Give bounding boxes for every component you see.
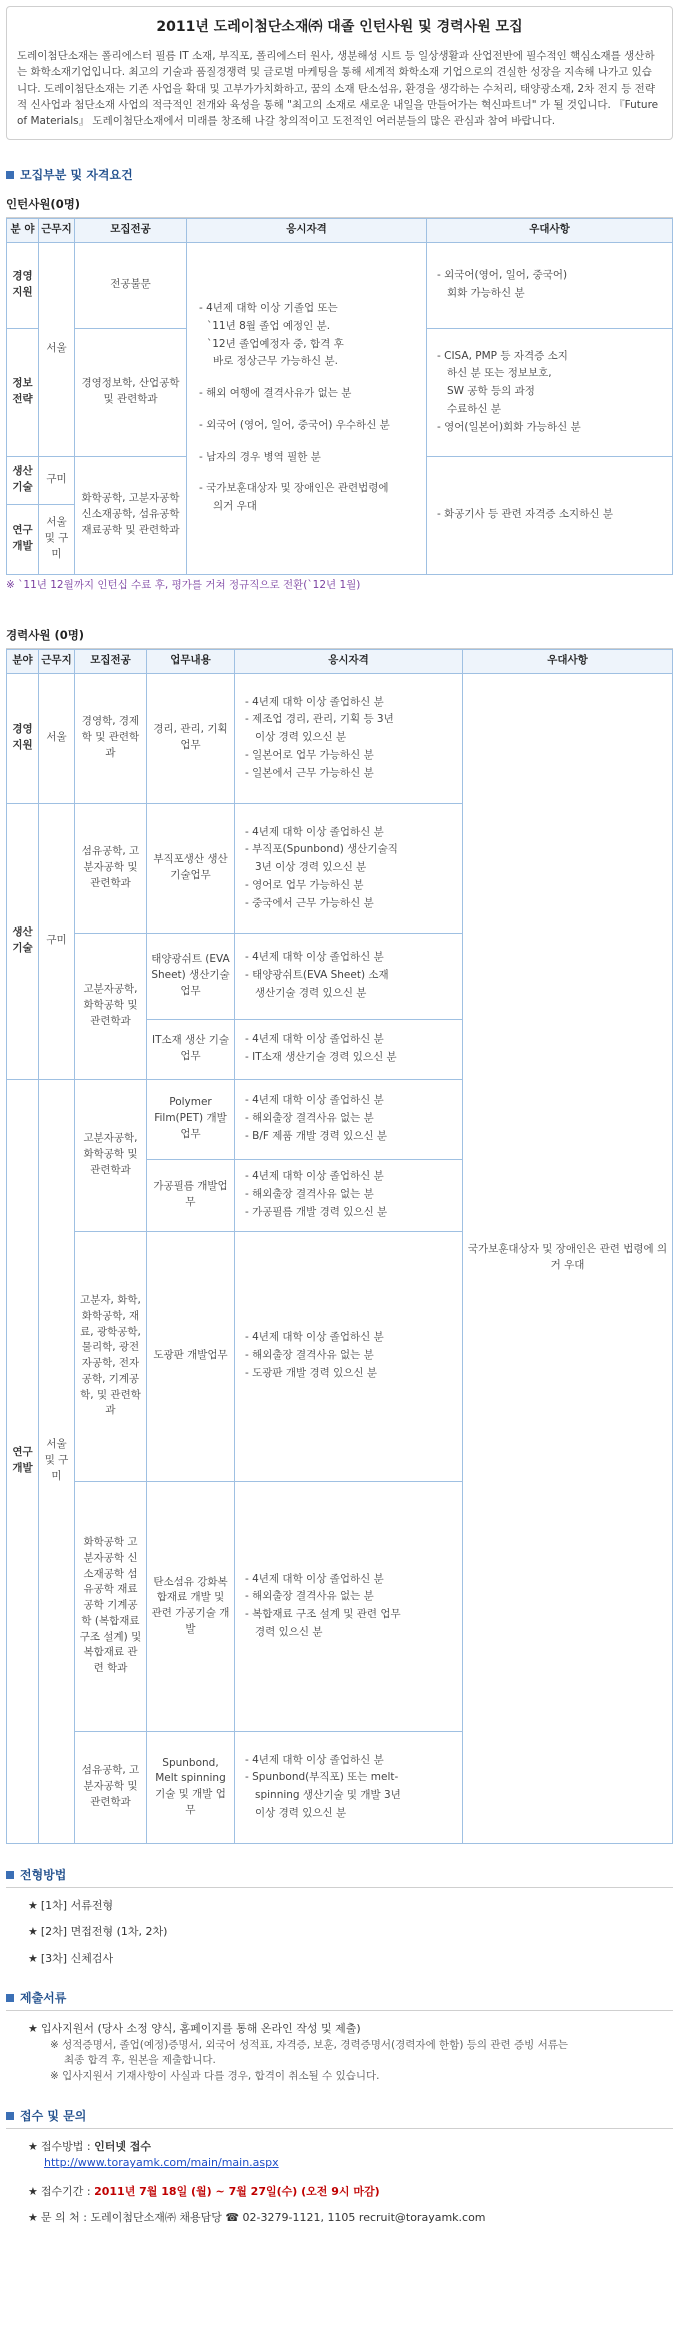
intern-qualifications: - 4년제 대학 이상 기졸업 또는 `11년 8월 졸업 예정인 분. `12년 졸업예정자 중, 합격 후 바로 정상근무 가능하신 분. - 해외 여행에 결격사유가 없는 분 - 외국어 (영어, 일어, 중국어) 우수하신 분 - 남자의 경우 병역 필한 분 - 국가보훈대상자 및 장애인은 관련법령에 의거 우대	[187, 242, 427, 574]
divider	[6, 1887, 673, 1888]
list-item: ★ [1차] 서류전형	[28, 1898, 114, 1912]
list-item: ★ [3차] 신체검사	[28, 1951, 114, 1965]
apply-list	[28, 2139, 673, 2227]
intern-preference-info: - CISA, PMP 등 자격증 소지 하신 분 또는 정보보호, SW 공학 등의 과정 수료하신 분 - 영어(일본어)회화 가능하신 분	[427, 328, 673, 456]
table-row: 연구 개발 서울 및 구미	[7, 504, 673, 574]
process-list	[28, 1898, 673, 1968]
table-row: 화학공학 고분자공학 신소재공학 섬유공학 재료공학 기계공학 (복합재료 구조 설계) 및 복합재료 관련 학과 탄소섬유 강화복합재료 개발 및 관련 가공기술 개발 - 4년제 대학 이상 졸업하신 분 - 해외출장 결격사유 없는 분 - 복합재료 구조 설계 및 관련 업무 경력 있으신 분	[7, 1481, 673, 1731]
star-bullet-icon: ★	[28, 1925, 38, 1939]
intern-title: 인턴사원(0명)	[6, 196, 673, 217]
section-documents-heading: 제출서류	[6, 1989, 673, 2007]
intern-table	[6, 218, 673, 575]
table-row: 경영 지원 서울 경영학, 경제학 및 관련학과 경리, 관리, 기획 업무 - 4년제 대학 이상 졸업하신 분 - 제조업 경리, 관리, 기획 등 3년 이상 경력 있으신 분 - 일본어로 업무 가능하신 분 - 일본에서 근무 가능하신 분 국가보훈대상자 및 장애인은 관련 법령에 의거 우대	[7, 673, 673, 803]
bullet-square-icon	[6, 2112, 14, 2120]
section-process-heading: 전형방법	[6, 1866, 673, 1884]
list-item: ★ 입사지원서 (당사 소정 양식, 홈페이지를 통해 온라인 작성 및 제출) ※ 성적증명서, 졸업(예정)증명서, 외국어 성적표, 자격증, 보훈, 경력증명서(경력자에 한함) 등의 관련 증빙 서류는 최종 합격 후, 원본을 제출합니다. ※ 입사지원서 기재사항이 사실과 다를 경우, 합격이 취소될 수 있습니다.	[28, 2022, 569, 2083]
section-recruit-heading: 모집부분 및 자격요건	[6, 166, 673, 184]
star-bullet-icon: ★	[28, 1951, 38, 1965]
divider	[6, 2128, 673, 2129]
divider	[6, 2010, 673, 2011]
table-row: 연구 개발 서울 및 구미 고분자공학, 화학공학 및 관련학과 Polymer Film(PET) 개발업무 - 4년제 대학 이상 졸업하신 분 - 해외출장 결격사유 없는 분 - B/F 제품 개발 경력 있으신 분	[7, 1079, 673, 1159]
career-title: 경력사원 (0명)	[6, 627, 673, 648]
list-item: ★ 접수방법 : 인터넷 접수 http://www.torayamk.com/main/main.aspx	[28, 2139, 279, 2170]
career-table	[6, 649, 673, 1844]
star-bullet-icon: ★	[28, 2211, 38, 2225]
list-item: ★ [2차] 면접전형 (1차, 2차)	[28, 1925, 168, 1939]
star-bullet-icon: ★	[28, 1898, 38, 1912]
bullet-square-icon	[6, 1871, 14, 1879]
apply-url-link[interactable]: http://www.torayamk.com/main/main.aspx	[44, 2156, 279, 2170]
intern-preference-mgmt: - 외국어(영어, 일어, 중국어) 회화 가능하신 분	[427, 242, 673, 328]
intro-box	[6, 6, 673, 140]
table-row: 고분자공학, 화학공학 및 관련학과 태양광쉬트 (EVA Sheet) 생산기술업무 - 4년제 대학 이상 졸업하신 분 - 태양광쉬트(EVA Sheet) 소재 생산기술 경력 있으신 분	[7, 933, 673, 1019]
table-header-row: 분 야 근무지 모집전공 응시자격 우대사항	[7, 218, 673, 242]
table-row: 경영 지원 서울 전공불문 - 4년제 대학 이상 기졸업 또는 `11년 8월 졸업 예정인 분. `12년 졸업예정자 중, 합격 후 바로 정상근무 가능하신 분. - 해외 여행에 결격사유가 없는 분 - 외국어 (영어, 일어, 중국어) 우수하신 분 - 남자의 경우 병역 필한 분 - 국가보훈대상자 및 장애인은 관련법령에 의거 우대 - 외국어(영어, 일어, 중국어) 회화 가능하신 분	[7, 242, 673, 328]
intern-note: ※ `11년 12월까지 인턴십 수료 후, 평가를 거쳐 정규직으로 전환(`12년 1월)	[6, 578, 361, 591]
star-bullet-icon: ★	[28, 2184, 38, 2198]
table-header-row: 분야 근무지 모집전공 업무내용 응시자격 우대사항	[7, 649, 673, 673]
star-bullet-icon: ★	[28, 2022, 38, 2036]
table-row: 섬유공학, 고분자공학 및 관련학과 Spunbond, Melt spinning 기술 및 개발 업무 - 4년제 대학 이상 졸업하신 분 - Spunbond(부직포) 또는 melt- spinning 생산기술 및 개발 3년 이상 경력 있으신 분	[7, 1731, 673, 1843]
documents-list	[28, 2021, 673, 2085]
table-row: 고분자, 화학, 화학공학, 재료, 광학공학, 물리학, 광전자공학, 전자공학, 기계공학, 및 관련학과 도광판 개발업무 - 4년제 대학 이상 졸업하신 분 - 해외출장 결격사유 없는 분 - 도광판 개발 경력 있으신 분	[7, 1231, 673, 1481]
intro-paragraph: 도레이첨단소재는 폴리에스터 필름 IT 소재, 부직포, 폴리에스터 원사, 생분해성 시트 등 일상생활과 산업전반에 필수적인 핵심소재를 생산하는 화학소재기업입니다. 최고의 기술과 품질경쟁력 및 글로벌 마케팅을 통해 세계적 화학소재 기업으로의 견실한 성장을 지속해 나가고 있습니다. 도레이첨단소재는 기존 사업을 확대 및 고부가가치화하고, 꿈의 소재 탄소섬유, 환경을 생각하는 수처리, 태양광소재, 2차 전지 등 전략적 신사업과 첨단소재 사업의 적극적인 전개와 육성을 통해 "최고의 소재로 새로운 내일을 만들어가는 혁신파트너" 가 될 것입니다. 『Future of Materials』 도레이첨단소재에서 미래를 창조해 나갈 창의적이고 도전적인 여러분들의 많은 관심과 참여 바랍니다.	[17, 50, 659, 128]
star-bullet-icon: ★	[28, 2139, 38, 2153]
list-item: ★ 문 의 처 : 도레이첨단소재㈜ 채용담당 ☎ 02-3279-1121, 1105 recruit@torayamk.com	[28, 2211, 486, 2225]
table-row: IT소재 생산 기술업무 - 4년제 대학 이상 졸업하신 분 - IT소재 생산기술 경력 있으신 분	[7, 1019, 673, 1079]
table-row: 가공필름 개발업무 - 4년제 대학 이상 졸업하신 분 - 해외출장 결격사유 없는 분 - 가공필름 개발 경력 있으신 분	[7, 1159, 673, 1231]
page-title: 2011년 도레이첨단소재㈜ 대졸 인턴사원 및 경력사원 모집	[156, 19, 523, 35]
table-row: 정보 전략 경영정보학, 산업공학 및 관련학과 - CISA, PMP 등 자격증 소지 하신 분 또는 정보보호, SW 공학 등의 과정 수료하신 분 - 영어(일본어)회화 가능하신 분	[7, 328, 673, 456]
bullet-square-icon	[6, 1994, 14, 2002]
section-apply-heading: 접수 및 문의	[6, 2107, 673, 2125]
table-row: 생산 기술 구미 화학공학, 고분자공학 신소재공학, 섬유공학 재료공학 및 관련학과 - 화공기사 등 관련 자격증 소지하신 분	[7, 456, 673, 504]
list-item: ★ 접수기간 : 2011년 7월 18일 (월) ~ 7월 27일(수) (오전 9시 마감)	[28, 2184, 380, 2198]
intern-preference-prod: - 화공기사 등 관련 자격증 소지하신 분	[427, 456, 673, 574]
bullet-square-icon	[6, 171, 14, 179]
table-row: 생산 기술 구미 섬유공학, 고분자공학 및 관련학과 부직포생산 생산기술업무 - 4년제 대학 이상 졸업하신 분 - 부직포(Spunbond) 생산기술직 3년 이상 경력 있으신 분 - 영어로 업무 가능하신 분 - 중국에서 근무 가능하신 분	[7, 803, 673, 933]
career-preference: 국가보훈대상자 및 장애인은 관련 법령에 의거 우대	[463, 673, 673, 1843]
